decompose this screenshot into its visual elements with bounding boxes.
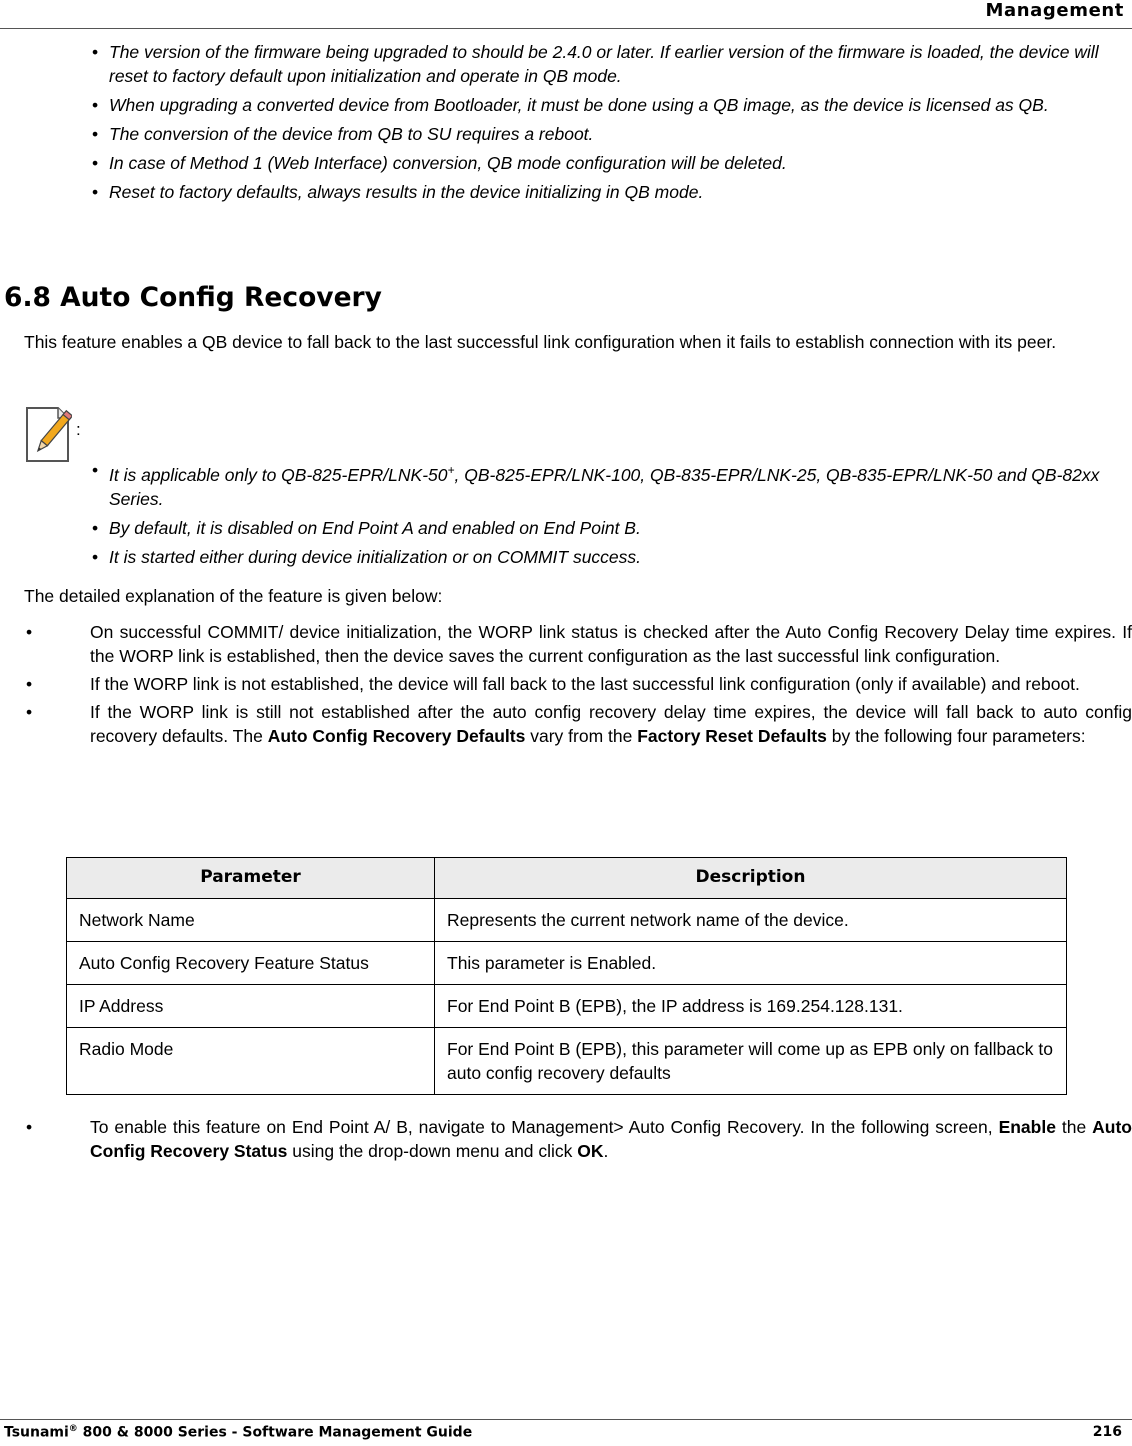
parameter-cell: Network Name: [67, 899, 435, 942]
parameter-cell: Auto Config Recovery Feature Status: [67, 942, 435, 985]
firmware-notes-list: [92, 40, 1128, 209]
bullet-dot: •: [92, 182, 99, 202]
list-item: • When upgrading a converted device from Bootloader, it must be done using a QB image, as the device is licensed as QB.: [92, 95, 1049, 115]
column-header-description: Description: [435, 858, 1067, 899]
bullet-dot: •: [92, 124, 99, 144]
page-number: 216: [1092, 1424, 1122, 1440]
section-intro: This feature enables a QB device to fall back to the last successful link configuration when it fails to establish connection with its peer.: [24, 332, 1057, 352]
table-row: [67, 899, 1067, 942]
bullet-dot: •: [92, 546, 99, 567]
header-divider: [0, 28, 1132, 29]
bullet-dot: •: [26, 622, 33, 642]
parameters-table: [66, 857, 1067, 1095]
table-header-row: [67, 858, 1067, 899]
parameter-cell: Radio Mode: [67, 1028, 435, 1095]
parameter-cell: IP Address: [67, 985, 435, 1028]
description-cell: Represents the current network name of the device.: [435, 899, 1067, 942]
list-item: • In case of Method 1 (Web Interface) conversion, QB mode configuration will be deleted.: [92, 153, 787, 173]
enable-instructions-list: [24, 1115, 1132, 1167]
list-item: • The version of the firmware being upgraded to should be 2.4.0 or later. If earlier version of the firmware is loaded, the device will reset to factory default upon initialization and operate in QB mode.: [92, 42, 1099, 86]
bullet-dot: •: [26, 1117, 33, 1137]
list-item: • To enable this feature on End Point A/ B, navigate to Management> Auto Config Recovery. In the following screen, Enable the Auto Config Recovery Status using the drop-down menu and click OK.: [26, 1117, 1132, 1161]
bullet-dot: •: [92, 517, 99, 538]
pencil-note-icon: [24, 404, 72, 464]
column-header-parameter: Parameter: [67, 858, 435, 899]
list-item: • The conversion of the device from QB to SU requires a reboot.: [92, 124, 594, 144]
bullet-dot: •: [92, 153, 99, 173]
description-cell: This parameter is Enabled.: [435, 942, 1067, 985]
note-colon: :: [76, 420, 81, 439]
bullet-dot: •: [92, 460, 99, 480]
bullet-dot: •: [26, 674, 33, 694]
list-item: • On successful COMMIT/ device initialization, the WORP link status is checked after the Auto Config Recovery Delay time expires. If the WORP link is established, then the device saves the current configuration as the last successful link configuration.: [26, 622, 1132, 666]
section-heading: 6.8 Auto Config Recovery: [4, 282, 382, 313]
list-item: • By default, it is disabled on End Point A and enabled on End Point B.: [92, 517, 641, 538]
detail-intro: The detailed explanation of the feature is given below:: [24, 586, 443, 606]
bullet-dot: •: [92, 95, 99, 115]
list-item: • It is started either during device initialization or on COMMIT success.: [92, 546, 642, 567]
table-row: [67, 1028, 1067, 1095]
bullet-dot: •: [92, 42, 99, 62]
bullet-dot: •: [26, 702, 33, 722]
table-row: [67, 985, 1067, 1028]
list-item: • Reset to factory defaults, always results in the device initializing in QB mode.: [92, 182, 704, 202]
list-item: • If the WORP link is not established, the device will fall back to the last successful link configuration (only if available) and reboot.: [26, 674, 1080, 694]
footer-title: Tsunami® 800 & 8000 Series - Software Management Guide: [4, 1424, 473, 1441]
list-item: • If the WORP link is still not established after the auto config recovery delay time expires, the device will fall back to auto config recovery defaults. The Auto Config Recovery Defaults vary from the Factory Reset Defaults by the following four parameters:: [26, 702, 1132, 746]
description-cell: For End Point B (EPB), this parameter will come up as EPB only on fallback to auto config recovery defaults: [435, 1028, 1067, 1095]
list-item: • It is applicable only to QB-825-EPR/LNK-50+, QB-825-EPR/LNK-100, QB-835-EPR/LNK-25, QB-835-EPR/LNK-50 and QB-82xx Series.: [92, 460, 1100, 509]
description-cell: For End Point B (EPB), the IP address is 169.254.128.131.: [435, 985, 1067, 1028]
table-row: [67, 942, 1067, 985]
feature-explanation-list: [24, 620, 1132, 752]
note-list: [92, 458, 1128, 574]
footer-divider: [0, 1419, 1132, 1420]
running-header-title: Management: [985, 0, 1124, 21]
